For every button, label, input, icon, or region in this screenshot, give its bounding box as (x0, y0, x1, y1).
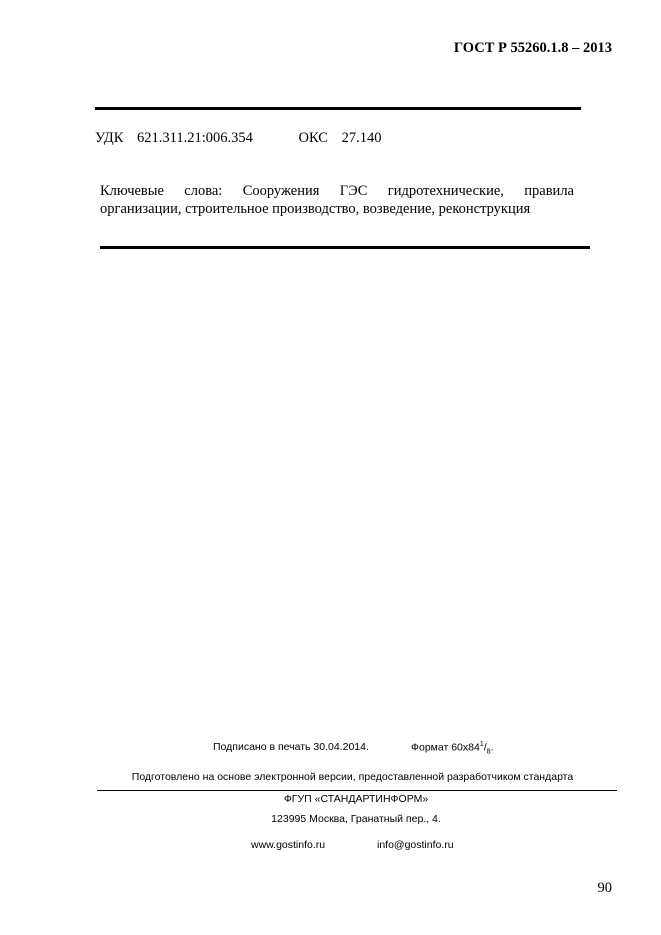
standard-header: ГОСТ Р 55260.1.8 – 2013 (453, 40, 612, 56)
middle-divider (100, 246, 590, 249)
oks-label: ОКС (298, 130, 328, 146)
format-end: . (490, 741, 494, 754)
page-number: 90 (597, 880, 612, 896)
keywords-block (100, 182, 574, 218)
format-sub: 8 (486, 748, 491, 756)
organization-name: ФГУП «СТАНДАРТИНФОРМ» (283, 793, 429, 805)
format-label: Формат 60х84 (411, 741, 480, 754)
bottom-divider (97, 790, 617, 791)
signed-date: Подписано в печать 30.04.2014. (213, 741, 369, 753)
email-text: info@gostinfo.ru (377, 839, 454, 851)
udk-value: 621.311.21:006.354 (137, 130, 253, 146)
classification-line (95, 130, 391, 147)
udk-label: УДК (95, 130, 124, 146)
keywords-line-1: Ключевые слова: Сооружения ГЭС гидротехнические, правила (100, 183, 574, 199)
keywords-line-2: организации, строительное производство, возведение, реконструкция (100, 201, 531, 217)
top-divider (95, 107, 581, 110)
website-text: www.gostinfo.ru (251, 839, 326, 851)
format-info: Формат $60х84^1/_8$. (411, 741, 494, 756)
oks-value: 27.140 (341, 130, 382, 146)
organization-address: 123995 Москва, Гранатный пер., 4. (271, 813, 441, 825)
format-sup: 1 (479, 741, 484, 748)
prepared-note: Подготовлено на основе электронной версии, предоставленной разработчиком стандарта (131, 771, 574, 783)
